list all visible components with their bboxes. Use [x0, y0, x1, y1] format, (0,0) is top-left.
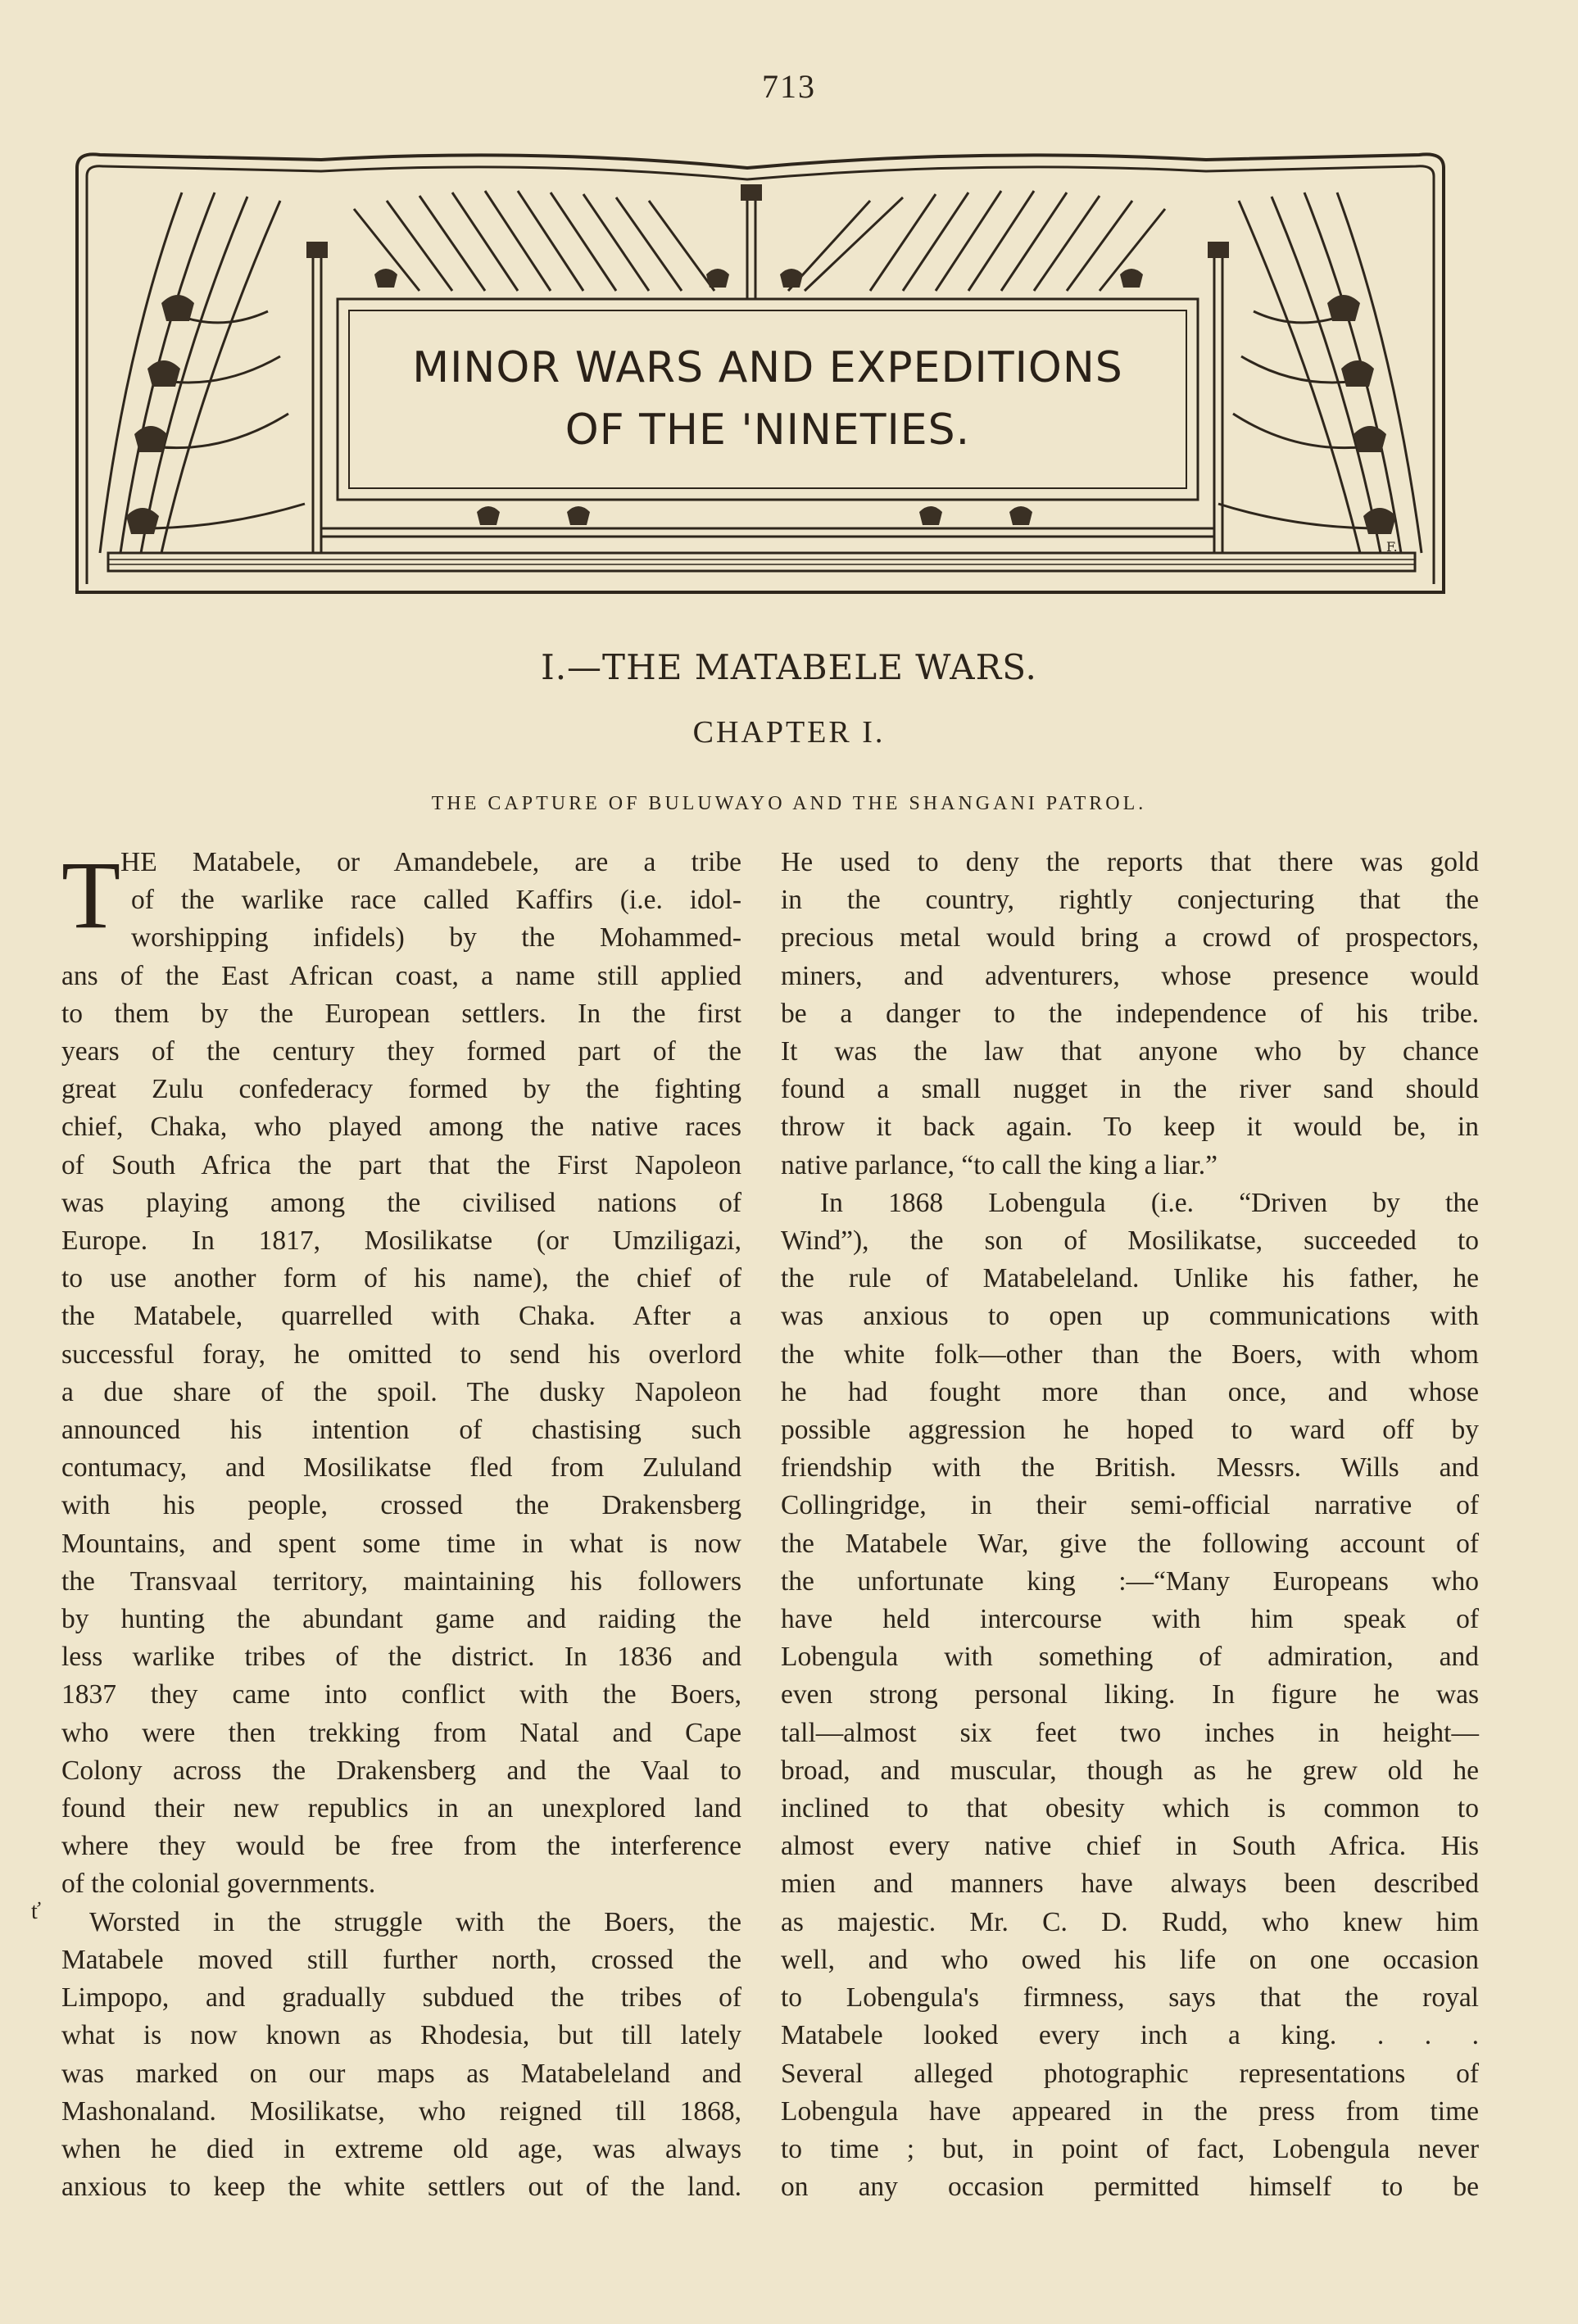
text-line: to use another form of his name), the chief of	[61, 1263, 741, 1294]
text-line: as majestic. Mr. C. D. Rudd, who knew him	[781, 1906, 1479, 1937]
text-line: even strong personal liking. In figure he was	[781, 1679, 1479, 1710]
text-line: of the colonial governments.	[61, 1869, 376, 1900]
text-line: of South Africa the part that the First Napoleon	[61, 1149, 741, 1180]
text-line: worshipping infidels) by the Mohammed-	[131, 922, 741, 954]
text-line: who were then trekking from Natal and Cape	[61, 1717, 741, 1748]
text-line: on any occasion permitted himself to be	[781, 2172, 1479, 2203]
text-line: announced his intention of chastising such	[61, 1415, 741, 1446]
title-line-1: MINOR WARS AND EXPEDITIONS	[412, 343, 1123, 393]
text-line: Matabele looked every inch a king. . . .	[781, 2020, 1479, 2051]
text-line: with his people, crossed the Drakensberg	[61, 1490, 741, 1521]
text-line: Lobengula have appeared in the press from time	[781, 2095, 1479, 2127]
text-line: what is now known as Rhodesia, but till lately	[61, 2020, 741, 2051]
text-line: It was the law that anyone who by chance	[781, 1036, 1479, 1067]
title-line-2: OF THE 'NINETIES.	[565, 405, 971, 455]
text-line: have held intercourse with him speak of	[781, 1604, 1479, 1635]
text-line: In 1868 Lobengula (i.e. “Driven by the	[820, 1187, 1479, 1218]
text-line: Lobengula with something of admiration, and	[781, 1642, 1479, 1673]
text-line: precious metal would bring a crowd of prospectors,	[781, 922, 1479, 954]
text-line: inclined to that obesity which is common to	[781, 1793, 1479, 1824]
text-line: chief, Chaka, who played among the native races	[61, 1112, 741, 1143]
text-line: by hunting the abundant game and raiding the	[61, 1604, 741, 1635]
text-line: anxious to keep the white settlers out of the land.	[61, 2172, 741, 2203]
text-line: was anxious to open up communications with	[781, 1301, 1479, 1332]
text-line: where they would be free from the interference	[61, 1831, 741, 1862]
text-line: to time ; but, in point of fact, Lobengula never	[781, 2133, 1479, 2164]
text-line: Europe. In 1817, Mosilikatse (or Umziligazi,	[61, 1225, 741, 1257]
margin-mark: ť	[31, 1899, 41, 1924]
text-line: Worsted in the struggle with the Boers, the	[89, 1906, 741, 1937]
text-line: Colony across the Drakensberg and the Vaal to	[61, 1755, 741, 1786]
part-heading: I.—THE MATABELE WARS.	[541, 647, 1037, 687]
text-line: friendship with the British. Messrs. Wills and	[781, 1452, 1479, 1484]
text-line: possible aggression he hoped to ward off by	[781, 1415, 1479, 1446]
text-line: was playing among the civilised nations of	[61, 1187, 741, 1218]
decorative-header-frame	[75, 143, 1446, 594]
text-line: less warlike tribes of the district. In 1836 and	[61, 1642, 741, 1673]
text-line: successful foray, he omitted to send his overlord	[61, 1339, 741, 1370]
title-panel	[358, 311, 1177, 487]
text-line: the Transvaal territory, maintaining his followers	[61, 1565, 741, 1597]
text-line: Wind”), the son of Mosilikatse, succeeded to	[781, 1225, 1479, 1257]
text-line: mien and manners have always been described	[781, 1869, 1479, 1900]
chapter-subtitle: THE CAPTURE OF BULUWAYO AND THE SHANGANI PATROL.	[431, 793, 1147, 814]
text-line: ans of the East African coast, a name still applied	[61, 960, 741, 991]
text-line: tall—almost six feet two inches in height—	[781, 1717, 1479, 1748]
text-line: the Matabele War, give the following account of	[781, 1528, 1479, 1559]
text-line: was marked on our maps as Matabeleland and	[61, 2058, 741, 2089]
text-line: Mashonaland. Mosilikatse, who reigned till 1868,	[61, 2095, 741, 2127]
text-line: he had fought more than once, and whose	[781, 1376, 1479, 1407]
text-line: years of the century they formed part of the	[61, 1036, 741, 1067]
opening-paragraph	[61, 841, 741, 958]
text-line: the white folk—other than the Boers, with whom	[781, 1339, 1479, 1370]
text-line: when he died in extreme old age, was always	[61, 2133, 741, 2164]
chapter-heading: CHAPTER I.	[692, 715, 886, 750]
text-line: to them by the European settlers. In the first	[61, 998, 741, 1029]
text-line: well, and who owed his life on one occasion	[781, 1944, 1479, 1975]
text-line: He used to deny the reports that there was gold	[781, 847, 1479, 877]
text-line: Collingridge, in their semi-official narrative of	[781, 1490, 1479, 1521]
text-line: Matabele moved still further north, crossed the	[61, 1944, 741, 1975]
text-line: the Matabele, quarrelled with Chaka. After a	[61, 1301, 741, 1332]
text-line: contumacy, and Mosilikatse fled from Zululand	[61, 1452, 741, 1484]
text-line: found their new republics in an unexplored land	[61, 1793, 741, 1824]
text-line: broad, and muscular, though as he grew old he	[781, 1755, 1479, 1786]
text-line: almost every native chief in South Africa. His	[781, 1831, 1479, 1862]
page-number: 713	[762, 68, 816, 105]
text-line: Several alleged photographic representations of	[781, 2058, 1479, 2089]
text-line: Limpopo, and gradually subdued the tribes of	[61, 1982, 741, 2014]
text-line: a due share of the spoil. The dusky Napoleon	[61, 1376, 741, 1407]
left-column	[61, 841, 741, 2206]
text-line: great Zulu confederacy formed by the fighting	[61, 1074, 741, 1105]
text-line: 1837 they came into conflict with the Boers,	[61, 1679, 741, 1710]
text-line: the unfortunate king :—“Many Europeans who	[781, 1565, 1479, 1597]
text-line: of the warlike race called Kaffirs (i.e. idol-	[131, 885, 741, 916]
text-line: miners, and adventurers, whose presence would	[781, 960, 1479, 991]
text-line: native parlance, “to call the king a liar.”	[781, 1149, 1218, 1180]
text-line: found a small nugget in the river sand should	[781, 1074, 1479, 1105]
text-line: in the country, rightly conjecturing that the	[781, 885, 1479, 916]
text-line: to Lobengula's firmness, says that the royal	[781, 1982, 1479, 2014]
text-line: the rule of Matabeleland. Unlike his father, he	[781, 1263, 1479, 1294]
drop-cap: T	[61, 841, 121, 949]
artist-monogram: F.	[1386, 539, 1398, 555]
text-line: HE Matabele, or Amandebele, are a tribe	[120, 847, 741, 877]
text-line: be a danger to the independence of his tribe.	[781, 998, 1479, 1029]
right-column	[781, 844, 1479, 2206]
text-line: Mountains, and spent some time in what is now	[61, 1528, 741, 1559]
text-line: throw it back again. To keep it would be, in	[781, 1112, 1479, 1143]
